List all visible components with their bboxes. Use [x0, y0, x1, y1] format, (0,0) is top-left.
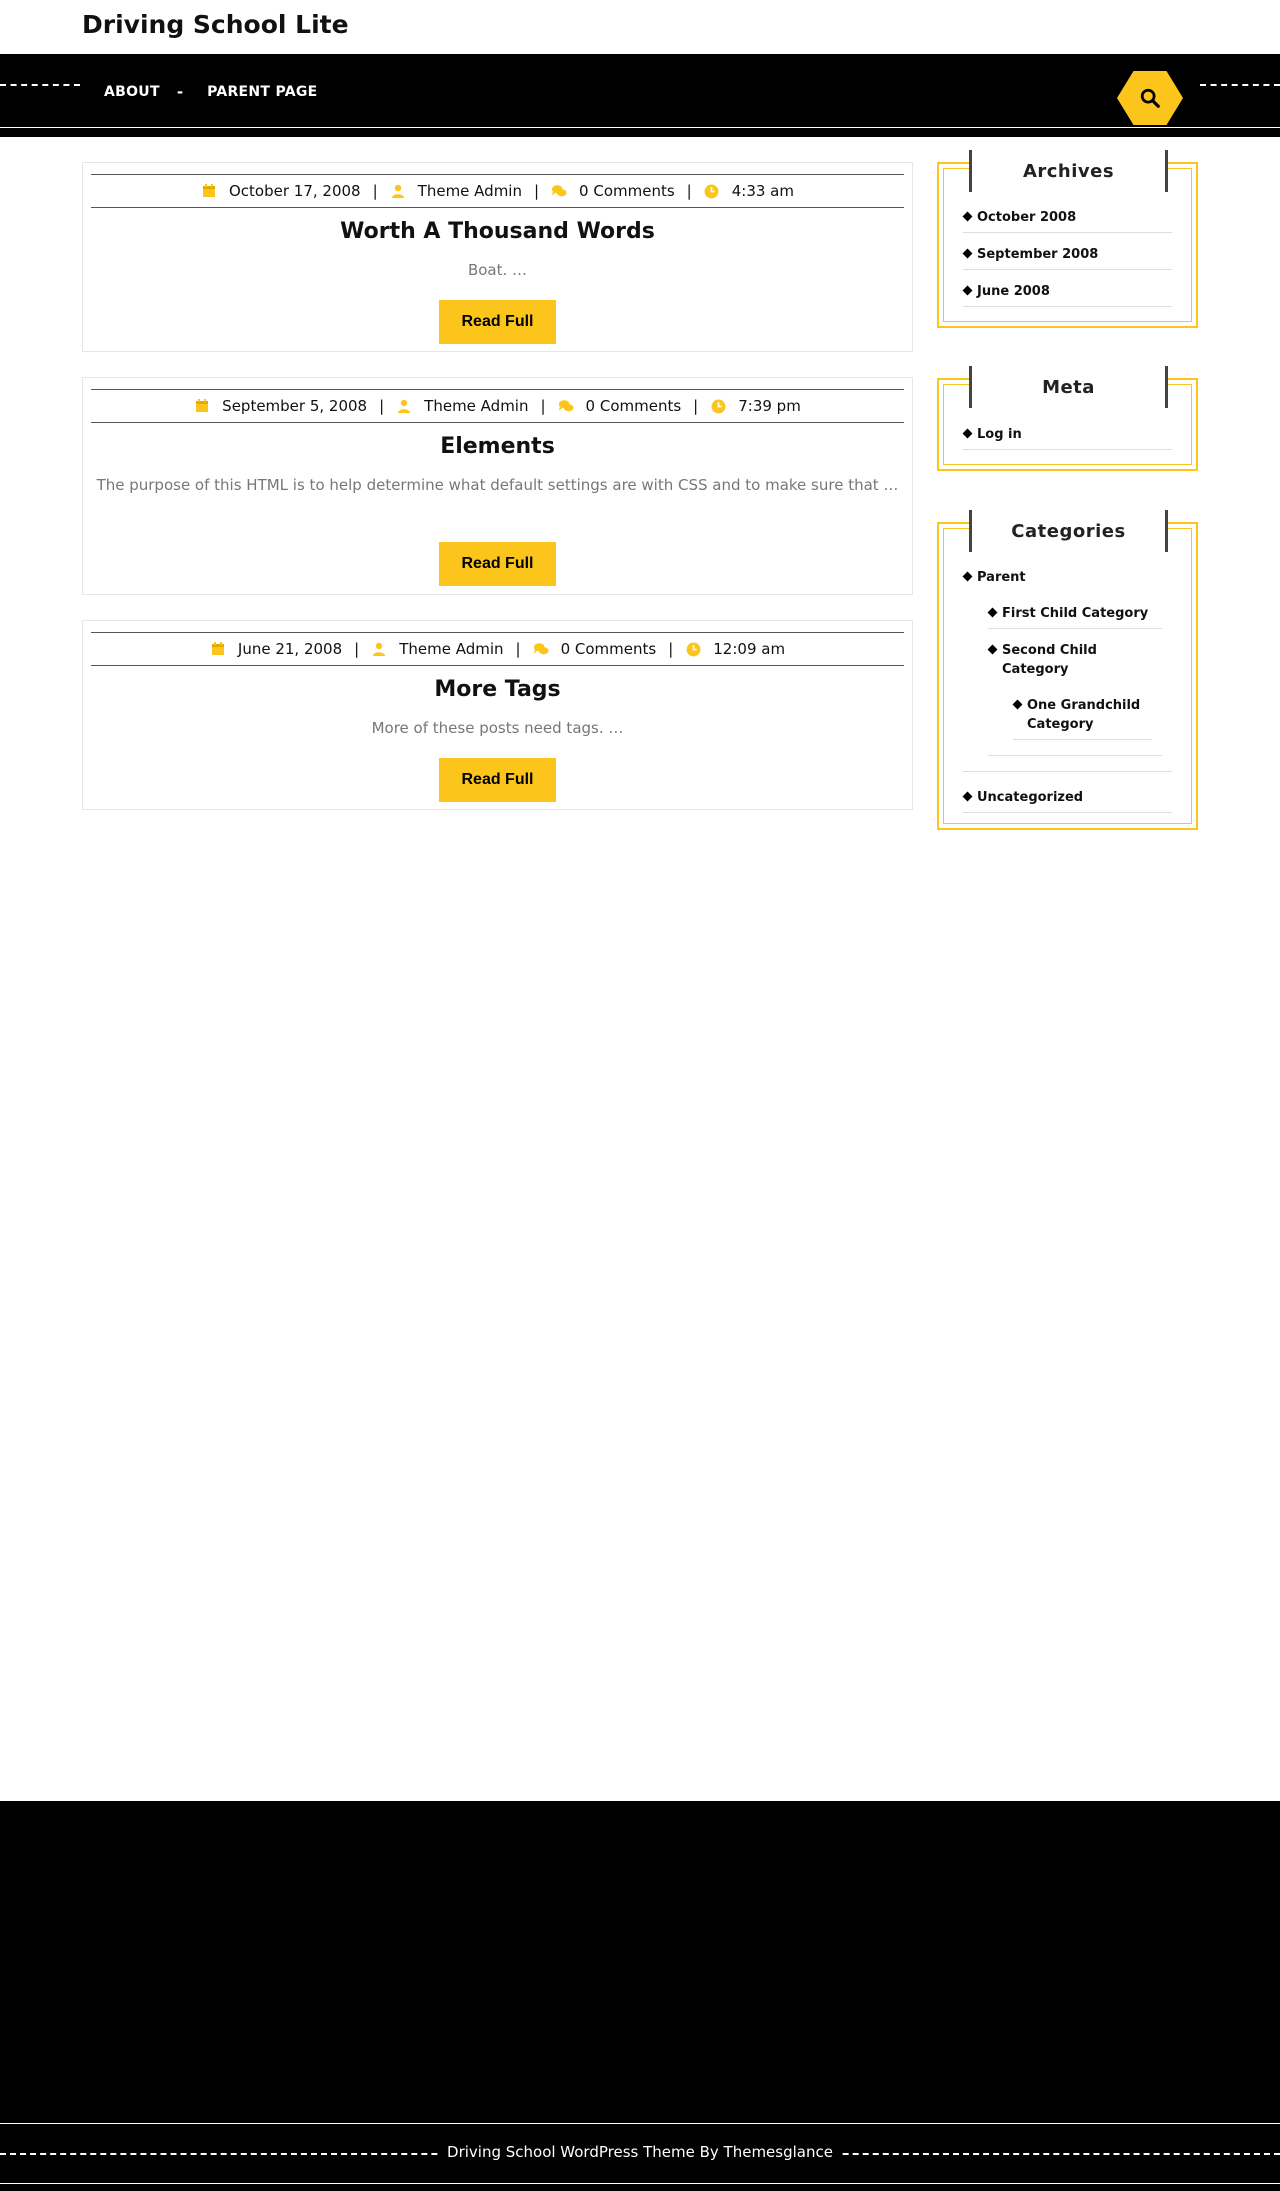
post-time: 12:09 am [713, 640, 786, 658]
meta-separator: | [379, 397, 385, 415]
post-title[interactable]: Worth A Thousand Words [340, 219, 655, 244]
meta-separator: | [515, 640, 521, 658]
list-divider [963, 756, 1172, 772]
list-divider [988, 740, 1162, 756]
list-item [963, 564, 1172, 592]
footer-credit-text[interactable]: Driving School WordPress Theme By Themesglance [439, 2143, 841, 2161]
nav-item-parent-page[interactable]: PARENT PAGE [207, 84, 318, 100]
category-link-uncategorized[interactable]: Uncategorized [977, 790, 1084, 805]
meta-separator: | [533, 182, 540, 200]
post-time: 7:39 pm [738, 397, 801, 415]
post-date[interactable]: June 21, 2008 [237, 640, 343, 658]
meta-separator: | [540, 397, 546, 415]
post-excerpt: Boat. … [467, 261, 528, 279]
post-time: 4:33 am [731, 182, 794, 200]
list-item [988, 600, 1162, 629]
list-item [963, 784, 1172, 813]
list-item [988, 637, 1162, 684]
archive-link[interactable]: June 2008 [977, 284, 1050, 299]
post-comments[interactable]: 0 Comments [560, 640, 657, 658]
search-button[interactable] [1117, 71, 1183, 125]
category-link-second-child[interactable]: Second Child Category [1002, 643, 1097, 677]
post-card [82, 620, 913, 810]
footer-top-rule [0, 2123, 1280, 2124]
category-link-grandchild[interactable]: One Grandchild Category [1027, 698, 1141, 732]
archive-link[interactable]: October 2008 [977, 210, 1077, 225]
meta-separator: | [372, 182, 378, 200]
post-author[interactable]: Theme Admin [399, 640, 504, 658]
categories-list [963, 564, 1172, 813]
meta-list [963, 421, 1172, 450]
post-date[interactable]: October 17, 2008 [229, 182, 361, 200]
footer [0, 1801, 1280, 2191]
nav-item-about[interactable]: ABOUT [104, 84, 160, 100]
post-date[interactable]: September 5, 2008 [222, 397, 368, 415]
category-link-first-child[interactable]: First Child Category [1002, 606, 1149, 621]
list-item [963, 241, 1172, 270]
post-title[interactable]: More Tags [434, 677, 561, 702]
calendar-icon [210, 641, 226, 657]
list-item [963, 421, 1172, 450]
list-item [1013, 692, 1152, 740]
post-comments[interactable]: 0 Comments [579, 182, 675, 200]
meta-separator: | [686, 182, 692, 200]
user-icon [396, 398, 412, 414]
site-title[interactable]: Driving School Lite [82, 10, 349, 39]
post-meta [91, 174, 904, 208]
nav-bottom-rule [0, 127, 1280, 128]
widget-title: Archives [969, 150, 1168, 192]
list-item [963, 278, 1172, 307]
nav-separator: - [176, 83, 184, 101]
post-excerpt: The purpose of this HTML is to help determine what default settings are with CSS and to make sure that … [96, 476, 899, 494]
post-meta [91, 632, 904, 666]
list-item [963, 204, 1172, 233]
categories-widget [937, 522, 1198, 830]
post-card [82, 377, 913, 595]
read-full-button[interactable]: Read Full [439, 758, 556, 802]
nav-top-rule [0, 53, 1280, 54]
archives-widget [937, 162, 1198, 328]
meta-widget [937, 378, 1198, 471]
read-full-button[interactable]: Read Full [439, 542, 556, 586]
user-icon [390, 183, 406, 199]
widget-title: Meta [969, 366, 1168, 408]
post-comments[interactable]: 0 Comments [585, 397, 682, 415]
log-in-link[interactable]: Log in [977, 427, 1022, 442]
meta-separator: | [693, 397, 699, 415]
calendar-icon [194, 398, 210, 414]
archive-link[interactable]: September 2008 [977, 247, 1099, 262]
widget-title: Categories [969, 510, 1168, 552]
clock-icon [704, 183, 720, 199]
nav-dash-right [1200, 84, 1280, 86]
meta-separator: | [354, 640, 360, 658]
comments-icon [551, 183, 567, 199]
category-link-parent[interactable]: Parent [977, 570, 1026, 585]
post-excerpt: More of these posts need tags. … [371, 719, 624, 737]
nav-dash-left [0, 84, 80, 86]
search-icon [1139, 87, 1161, 109]
calendar-icon [201, 183, 217, 199]
post-card [82, 162, 913, 352]
post-author[interactable]: Theme Admin [424, 397, 529, 415]
comments-icon [558, 398, 574, 414]
clock-icon [685, 641, 701, 657]
footer-credit [0, 2143, 1280, 2161]
footer-bottom-rule [0, 2183, 1280, 2184]
meta-separator: | [668, 640, 674, 658]
post-title[interactable]: Elements [440, 434, 555, 459]
post-meta [91, 389, 904, 423]
archives-list [963, 204, 1172, 307]
post-author[interactable]: Theme Admin [417, 182, 522, 200]
comments-icon [533, 641, 549, 657]
clock-icon [710, 398, 726, 414]
main-menu [104, 83, 318, 101]
user-icon [371, 641, 387, 657]
read-full-button[interactable]: Read Full [439, 300, 556, 344]
navbar [0, 53, 1280, 137]
